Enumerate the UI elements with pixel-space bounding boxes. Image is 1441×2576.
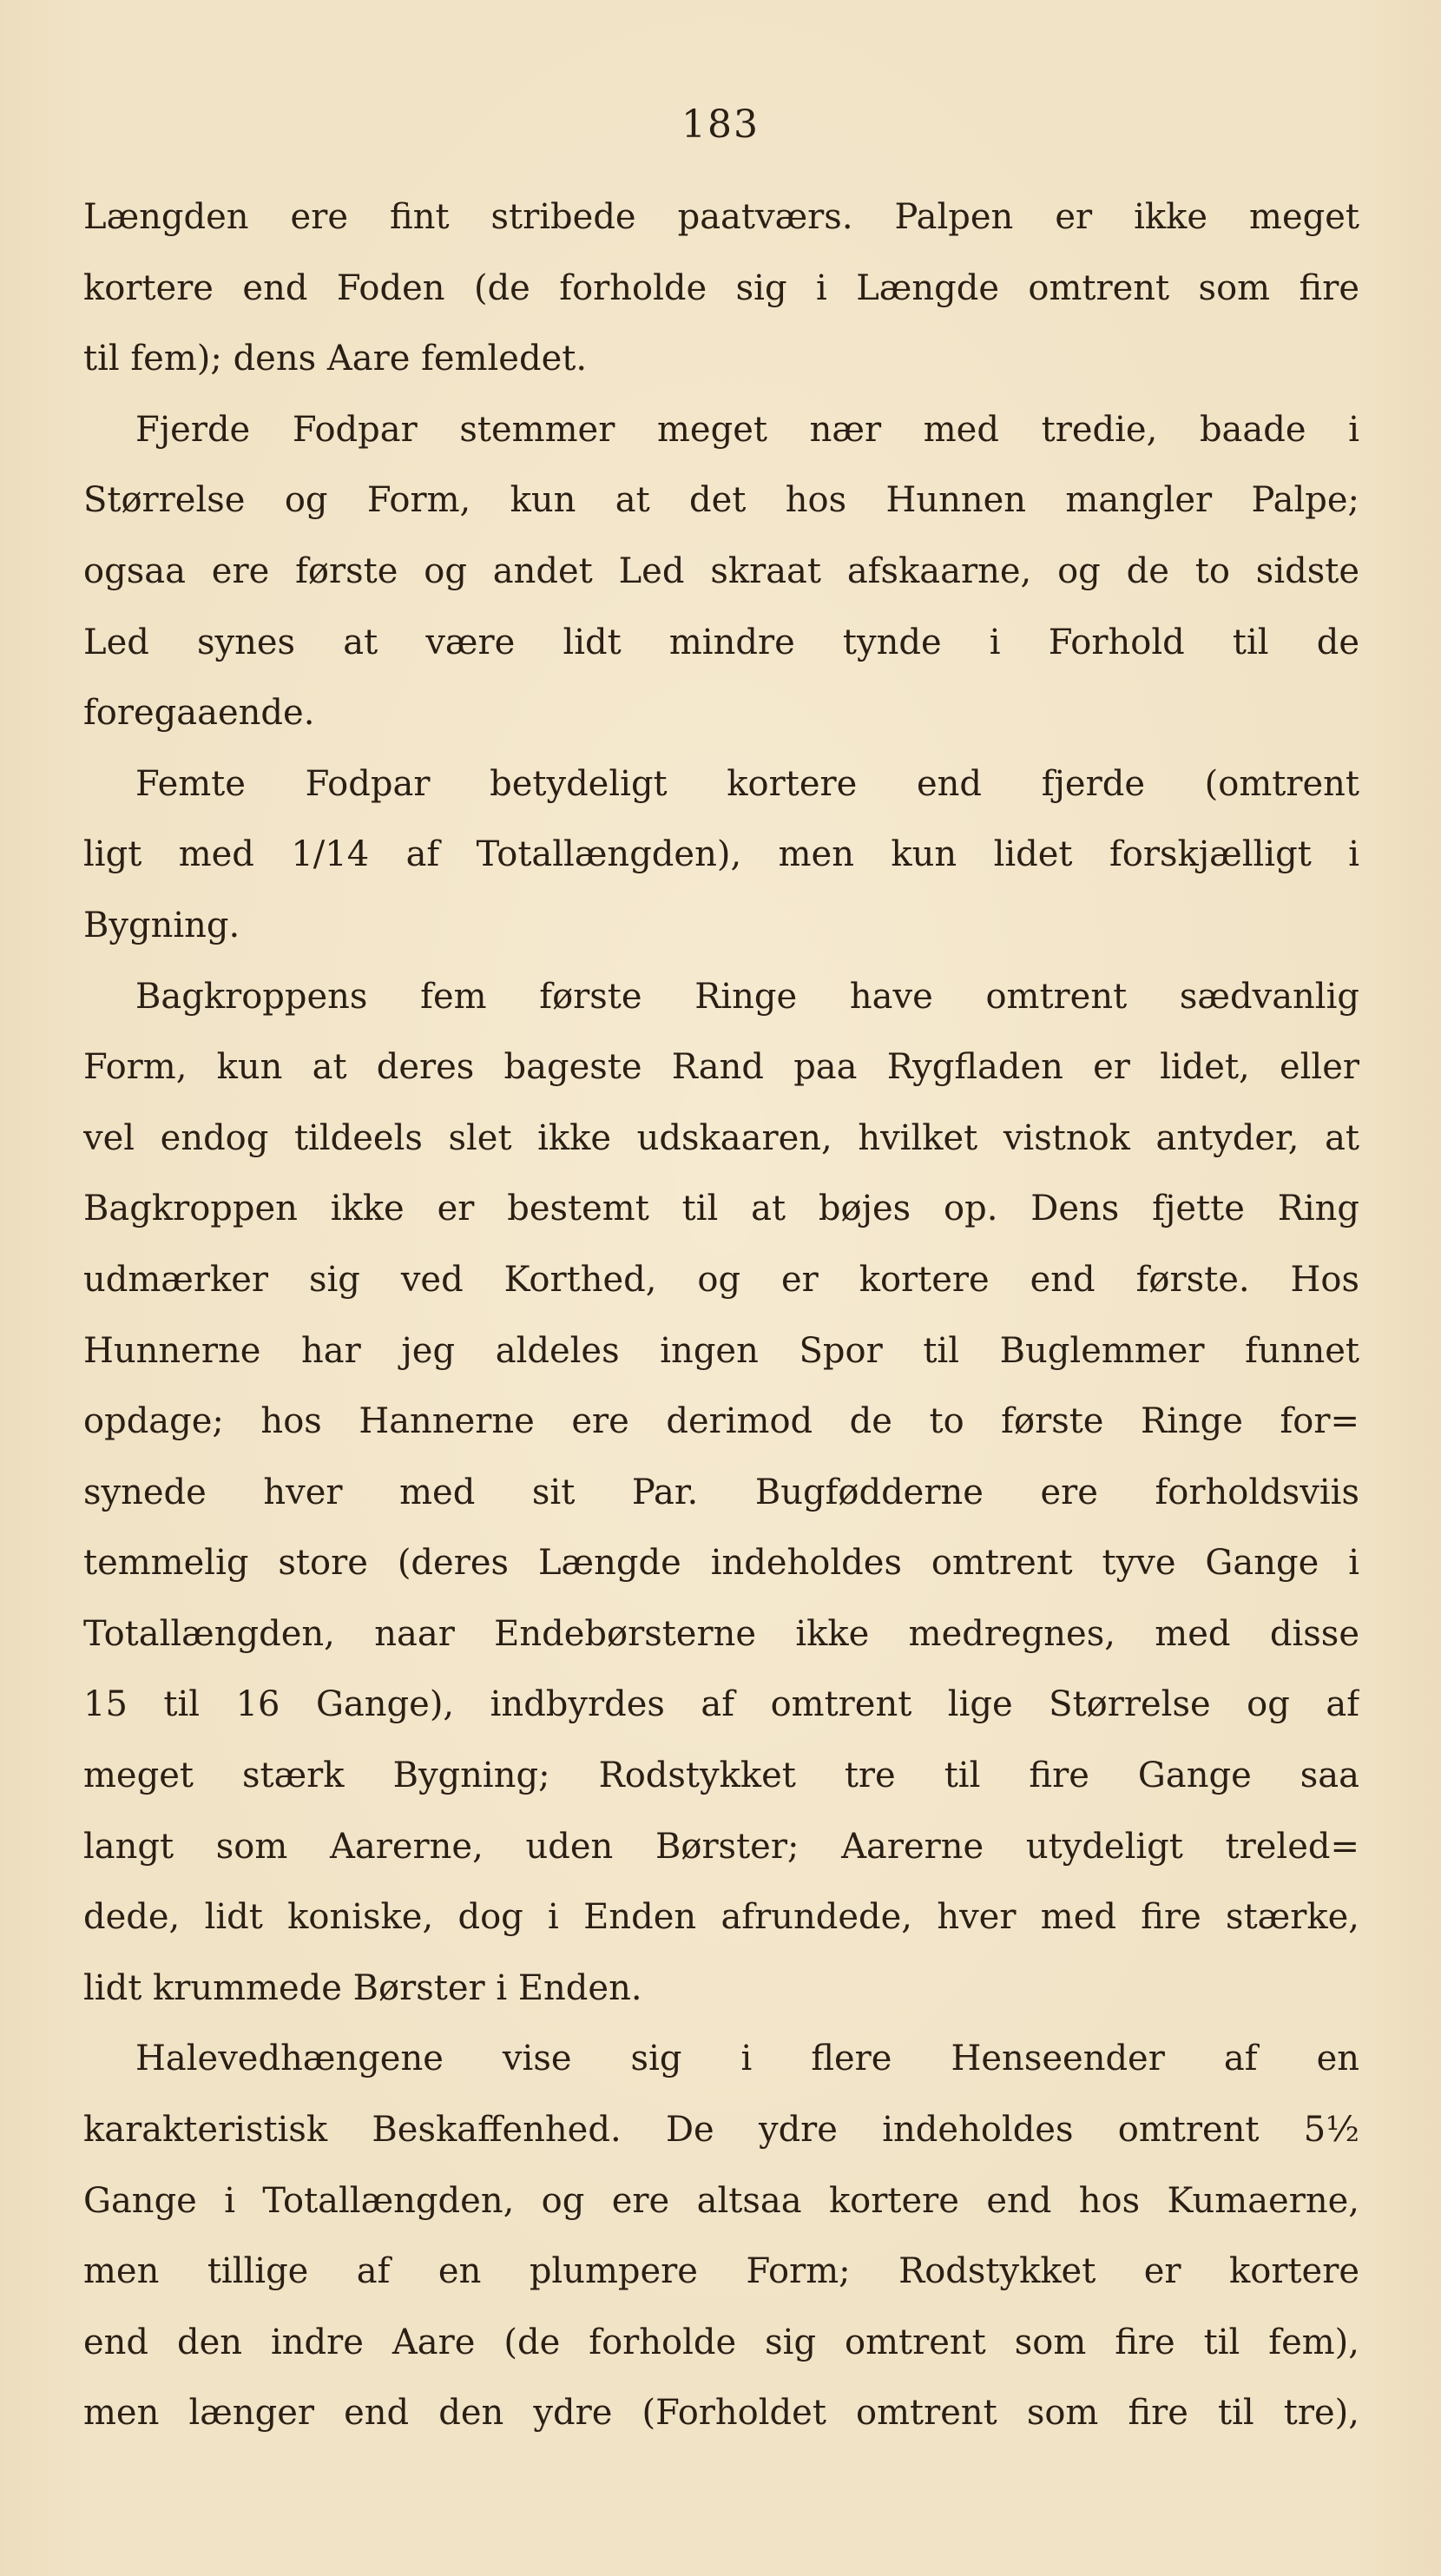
text-line: karakteristisk Beskaffenhed. De ydre indeholdes omtrent 5½ [83,2110,1359,2151]
body-text [83,182,1359,2449]
text-line: lidt krummede Børster i Enden. [83,1967,642,2008]
text-line: Fjerde Fodpar stemmer meget nær med tredie, baade i [135,409,1359,450]
text-line: kortere end Foden (de forholde sig i Længde omtrent som fire [83,267,1359,308]
text-line: Bagkroppens fem første Ringe have omtrent sædvanlig [135,976,1359,1017]
text-line: Femte Fodpar betydeligt kortere end fjerde (omtrent [135,763,1359,804]
text-line: Halevedhængene vise sig i flere Henseender af en [135,2039,1359,2079]
text-line: 15 til 16 Gange), indbyrdes af omtrent lige Størrelse og af [83,1684,1359,1725]
text-line: Bygning. [83,905,240,945]
text-line: Totallængden, naar Endebørsterne ikke medregnes, med disse [83,1613,1359,1654]
text-line: Gange i Totallængden, og ere altsaa kortere end hos Kumaerne, [83,2180,1359,2221]
text-line: til fem); dens Aare femledet. [83,339,588,379]
text-line: men tillige af en plumpere Form; Rodstykket er kortere [83,2251,1359,2292]
text-line: Form, kun at deres bageste Rand paa Rygfladen er lidet, eller [83,1047,1359,1088]
text-line: udmærker sig ved Korthed, og er kortere end første. Hos [83,1259,1359,1300]
text-line: ligt med 1/14 af Totallængden), men kun lidet forskjælligt i [83,834,1359,875]
text-line: temmelig store (deres Længde indeholdes omtrent tyve Gange i [83,1543,1359,1584]
text-line: opdage; hos Hannerne ere derimod de to første Ringe for= [83,1401,1359,1442]
text-line: Længden ere fint stribede paatværs. Palpen er ikke meget [83,197,1359,237]
text-line: foregaaende. [83,693,315,734]
text-line: Hunnerne har jeg aldeles ingen Spor til Buglemmer funnet [83,1330,1359,1371]
text-line: men længer end den ydre (Forholdet omtrent som fire til tre), [83,2393,1359,2434]
text-line: dede, lidt koniske, dog i Enden afrundede, hver med fire stærke, [83,1897,1359,1938]
text-line: langt som Aarerne, uden Børster; Aarerne utydeligt treled= [83,1826,1359,1867]
text-line: ogsaa ere første og andet Led skraat afskaarne, og de to sidste [83,550,1359,591]
text-line: meget stærk Bygning; Rodstykket tre til fire Gange saa [83,1756,1359,1796]
text-line: synede hver med sit Par. Bugfødderne ere forholdsviis [83,1472,1359,1512]
text-line: Led synes at være lidt mindre tynde i Forhold til de [83,622,1359,662]
page-number: 183 [681,102,760,147]
text-line: end den indre Aare (de forholde sig omtrent som fire til fem), [83,2322,1359,2362]
text-line: vel endog tildeels slet ikke udskaaren, hvilket vistnok antyder, at [83,1117,1359,1158]
text-line: Bagkroppen ikke er bestemt til at bøjes op. Dens fjette Ring [83,1189,1359,1229]
text-line: Størrelse og Form, kun at det hos Hunnen mangler Palpe; [83,480,1359,521]
